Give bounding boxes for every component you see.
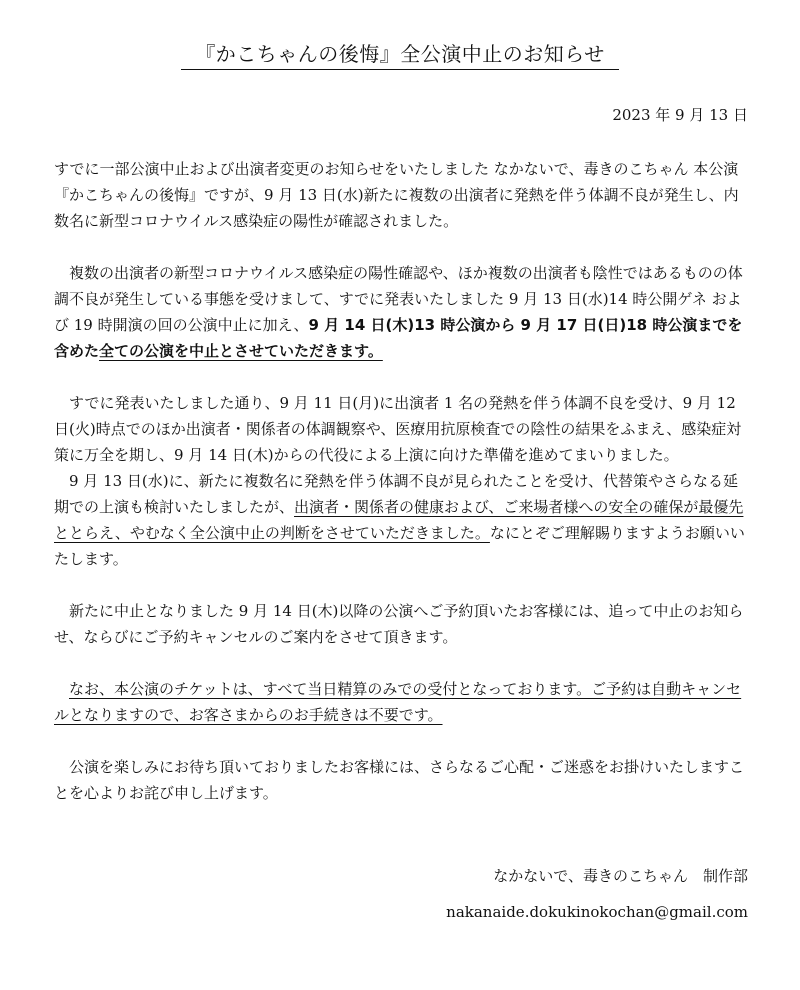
paragraph-3: すでに発表いたしました通り、9 月 11 日(月)に出演者 1 名の発熱を伴う体調不良を受け、9 月 12 日(火)時点でのほか出演者・関係者の体調観察や、医療用抗原検査での陰性の結果をふまえ、感染症対策に万全を期し、9 月 14 日(木)からの代役による上演に向けた準備を進めてまいりました。 xyxy=(54,394,742,464)
paragraph-gap xyxy=(54,650,748,676)
paragraph-4-underline: 出演者・関係者の健康および、ご来場者様への安全の確保が最優先ととらえ、やむなく全公演中止の判断をさせていただきました。 xyxy=(54,498,744,542)
paragraph-2-bold: 9 月 14 日(木)13 時公演から 9 月 17 日(日)18 時公演までを含めた xyxy=(54,316,743,360)
paragraph-6-underline: なお、本公演のチケットは、すべて当日精算のみでの受付となっております。ご予約は自動キャンセルとなりますので、お客さまからのお手続きは不要です。 xyxy=(54,680,742,724)
contact-email[interactable]: nakanaide.dokukinokochan@gmail.com xyxy=(446,903,748,921)
paragraph-gap xyxy=(54,572,748,598)
paragraph-2-text: 複数の出演者の新型コロナウイルス感染症の陽性確認や、ほか複数の出演者も陰性ではあるものの体調不良が発生している事態を受けまして、すでに発表いたしました 9 月 13 日(水)14 時公開ゲネ および 19 時開演の回の公演中止に加え、 xyxy=(54,264,743,334)
signature-org: なかないで、毒きのこちゃん 制作部 xyxy=(493,867,748,885)
paragraph-5: 新たに中止となりました 9 月 14 日(木)以降の公演へご予約頂いたお客様には、追って中止のお知らせ、ならびにご予約キャンセルのご案内をさせて頂きます。 xyxy=(54,602,744,646)
page-title: 『かこちゃんの後悔』全公演中止のお知らせ xyxy=(181,38,618,70)
paragraph-7: 公演を楽しみにお待ち頂いておりましたお客様には、さらなるご心配・ご迷惑をお掛けいたしますことを心よりお詫び申し上げます。 xyxy=(54,758,745,802)
paragraph-4-end: なにとぞご理解賜りますようお願いいたします。 xyxy=(54,524,745,568)
paragraph-1: すでに一部公演中止および出演者変更のお知らせをいたしました なかないで、毒きのこちゃん 本公演『かこちゃんの後悔』ですが、9 月 13 日(水)新たに複数の出演者に発熱を伴う体調不良が発生し、内数名に新型コロナウイルス感染症の陽性が確認されました。 xyxy=(54,160,739,230)
paragraph-gap xyxy=(54,364,748,390)
paragraph-4-text: 9 月 13 日(水)に、新たに複数名に発熱を伴う体調不良が見られたことを受け、代替策やさらなる延期での上演も検討いたしましたが、 xyxy=(54,472,739,516)
notice-date: 2023 年 9 月 13 日 xyxy=(612,106,748,124)
paragraph-2-bold-underline: 全ての公演を中止とさせていただきます。 xyxy=(99,342,383,360)
paragraph-6 xyxy=(54,676,748,728)
signature-block xyxy=(446,858,748,930)
paragraph-gap xyxy=(54,234,748,260)
paragraph-4 xyxy=(54,468,748,572)
paragraph-2 xyxy=(54,260,748,364)
title-wrapper xyxy=(0,38,800,70)
notice-body xyxy=(54,156,748,806)
paragraph-gap xyxy=(54,728,748,754)
